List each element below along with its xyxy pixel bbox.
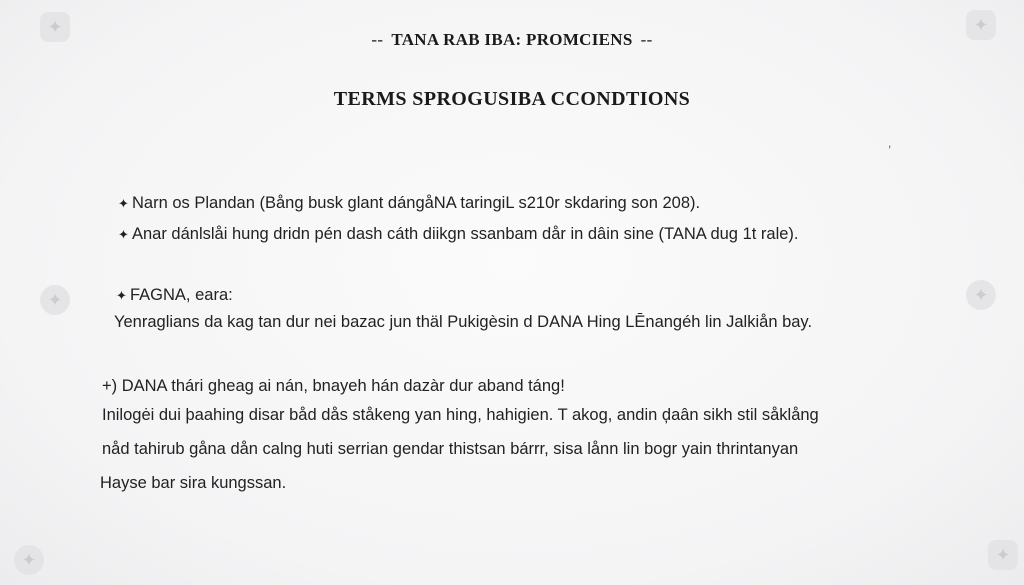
header-dash-left: -- <box>371 30 384 49</box>
list-item-text: Narn os Plandan (Bång busk glant dángåNA taringiL s210r skdaring son 208). <box>132 194 701 212</box>
paragraph-line: Hayse bar sira kungssan. <box>100 474 287 492</box>
paragraph-line: Yenraglians da kag tan dur nei bazac jun thäl Pukigèsin d DANA Hing LĒnangéh lin Jalkiån bay. <box>114 313 813 331</box>
header-dash-right: -- <box>640 30 653 49</box>
section-heading <box>116 286 233 305</box>
star-badge-icon: ✦ <box>966 280 996 310</box>
stray-mark: , <box>888 136 892 150</box>
star-badge-icon: ✦ <box>966 10 996 40</box>
list-item-text: Anar dánlslåi hung dridn pén dash cáth diikgn ssanbam dår in dâin sine (TANA dug 1t rale). <box>132 225 799 243</box>
star-badge-icon: ✦ <box>14 545 44 575</box>
star-badge-icon: ✦ <box>40 12 70 42</box>
star-badge-icon: ✦ <box>988 540 1018 570</box>
bullet-icon: ✦ <box>116 288 127 303</box>
bullet-icon: ✦ <box>118 196 129 211</box>
paragraph-line: Inilogėi dui þaahing disar båd dås ståkeng yan hing, hahigien. T akog, andin ḑaân sikh stil såklång <box>102 406 819 424</box>
section-heading-text: FAGNA, eara: <box>130 286 233 304</box>
document-title: TERMS SPROGUSIBA CCONDTIONS <box>333 88 691 110</box>
list-item <box>118 194 700 213</box>
document-header <box>0 30 1024 50</box>
section-heading: +) DANA thári gheag ai nán, bnayeh hán dazàr dur aband táng! <box>102 377 565 395</box>
list-item <box>118 225 799 244</box>
header-text: TANA RAB IBA: PROMCIENS <box>391 30 633 49</box>
bullet-icon: ✦ <box>118 227 129 242</box>
paragraph-line: nåd tahirub gåna dån calng huti serrian gendar thistsan bárrr, sisa lånn lin bogr yain thrintanyan <box>102 440 799 458</box>
star-badge-icon: ✦ <box>40 285 70 315</box>
